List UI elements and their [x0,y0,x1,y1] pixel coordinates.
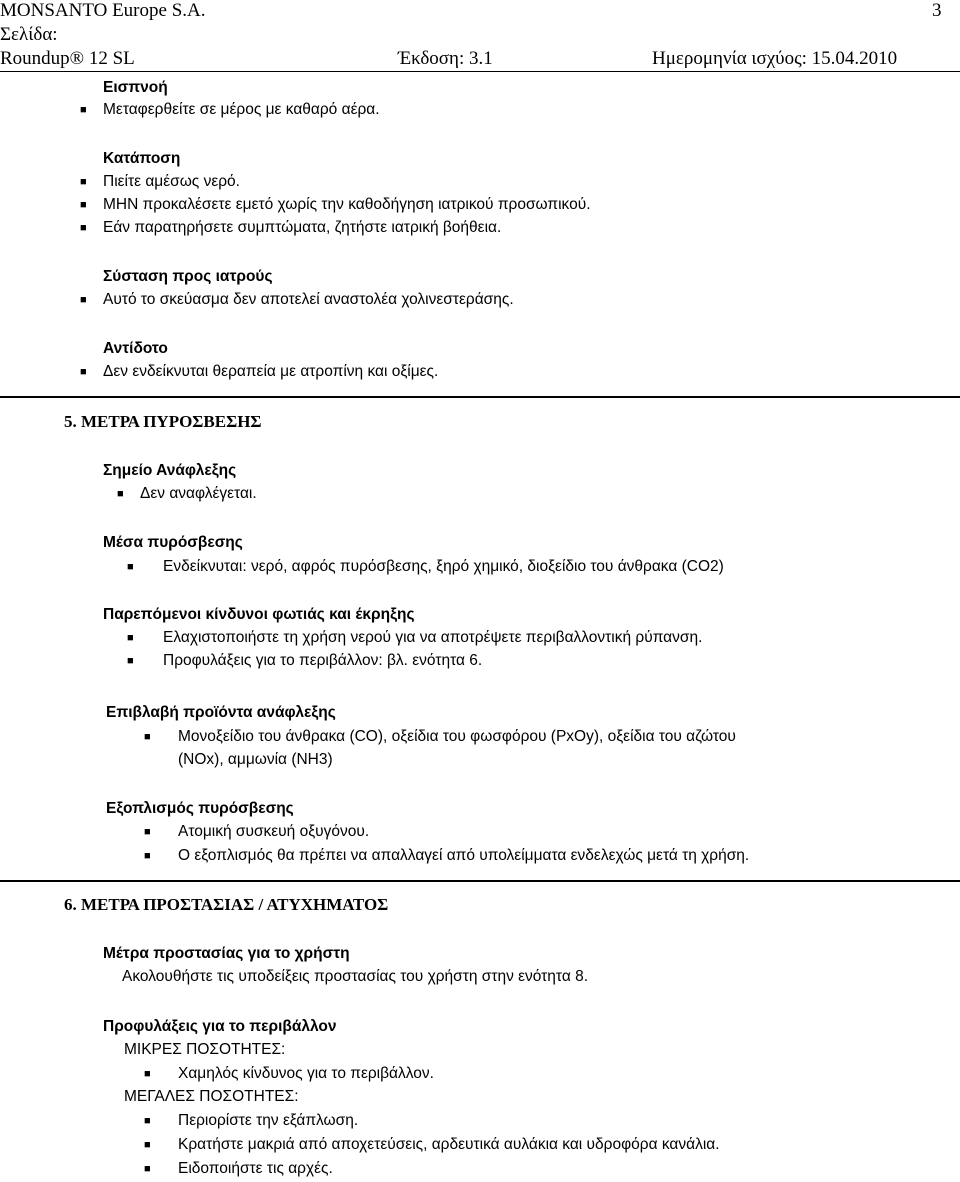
doctors-item: Αυτό το σκεύασμα δεν αποτελεί αναστολέα χολινεστεράσης. [103,291,514,308]
version: Έκδοση: 3.1 [398,48,493,69]
large-quantities-item-1: Περιορίστε την εξάπλωση. [178,1112,359,1129]
bullet-icon [127,628,134,648]
bullet-icon [80,172,87,192]
antidote-item: Δεν ενδείκνυται θεραπεία με ατροπίνη και οξίμες. [103,363,439,380]
bullet-icon [144,1111,151,1131]
page-number: 3 [932,0,942,21]
bullet-icon [80,290,87,310]
large-quantities-label: ΜΕΓΑΛΕΣ ΠΟΣΟΤΗΤΕΣ: [124,1088,299,1105]
extinguishing-media-heading: Μέσα πυρόσβεσης [103,534,243,551]
ingestion-heading: Κατάποση [103,150,181,167]
bullet-icon [127,557,134,577]
user-protection-heading: Μέτρα προστασίας για το χρήστη [103,945,350,962]
flash-point-item: Δεν αναφλέγεται. [140,485,257,502]
ingestion-item-3: Εάν παρατηρήσετε συμπτώματα, ζητήστε ιατρική βοήθεια. [103,219,502,236]
bullet-icon [144,1064,151,1084]
bullet-icon [80,195,87,215]
fire-hazards-item-2: Προφυλάξεις για το περιβάλλον: βλ. ενότητα 6. [163,652,483,669]
fire-equipment-item-1: Ατομική συσκευή οξυγόνου. [178,823,370,840]
combustion-products-heading: Επιβλαβή προϊόντα ανάφλεξης [106,704,336,721]
bullet-icon [80,362,87,382]
large-quantities-item-2: Κρατήστε μακριά από αποχετεύσεις, αρδευτικά αυλάκια και υδροφόρα κανάλια. [178,1136,720,1153]
ingestion-item-1: Πιείτε αμέσως νερό. [103,173,240,190]
section-5-title: 5. ΜΕΤΡΑ ΠΥΡΟΣΒΕΣΗΣ [64,412,262,431]
flash-point-heading: Σημείο Ανάφλεξης [103,462,237,479]
company-name: MONSANTO Europe S.A. [0,0,206,21]
bullet-icon [144,1135,151,1155]
small-quantities-item: Χαμηλός κίνδυνος για το περιβάλλον. [178,1065,434,1082]
fire-equipment-item-2: Ο εξοπλισμός θα πρέπει να απαλλαγεί από υπολείμματα ενδελεχώς μετά τη χρήση. [178,847,750,864]
bullet-icon [144,822,151,842]
combustion-products-item-line-1: Μονοξείδιο του άνθρακα (CO), οξείδια του φωσφόρου (PxOy), οξείδια του αζώτου [178,728,736,745]
antidote-heading: Αντίδοτο [103,340,168,357]
effective-date: Ημερομηνία ισχύος: 15.04.2010 [652,48,898,69]
inhalation-heading: Εισπνοή [103,79,168,96]
large-quantities-item-3: Ειδοποιήστε τις αρχές. [178,1160,333,1177]
bullet-icon [117,484,124,504]
bullet-icon [80,100,87,120]
small-quantities-label: ΜΙΚΡΕΣ ΠΟΣΟΤΗΤΕΣ: [124,1041,286,1058]
product-name: Roundup® 12 SL [0,48,135,69]
doctors-heading: Σύσταση προς ιατρούς [103,268,273,285]
fire-hazards-heading: Παρεπόμενοι κίνδυνοι φωτιάς και έκρηξης [103,606,415,623]
header-rule [0,71,960,72]
bullet-icon [144,1159,151,1179]
bullet-icon [80,218,87,238]
bullet-icon [144,727,151,747]
env-precautions-heading: Προφυλάξεις για το περιβάλλον [103,1018,337,1035]
combustion-products-item-line-2: (NOx), αμμωνία (NH3) [178,751,333,768]
bullet-icon [144,846,151,866]
section-divider [0,880,960,882]
extinguishing-media-item: Ενδείκνυται: νερό, αφρός πυρόσβεσης, ξηρό χημικό, διοξείδιο του άνθρακα (CO2) [163,558,724,575]
fire-equipment-heading: Εξοπλισμός πυρόσβεσης [106,800,294,817]
page-label: Σελίδα: [0,24,58,45]
bullet-icon [127,651,134,671]
inhalation-item: Μεταφερθείτε σε μέρος με καθαρό αέρα. [103,101,380,118]
section-divider [0,396,960,398]
section-6-title: 6. ΜΕΤΡΑ ΠΡΟΣΤΑΣΙΑΣ / ΑΤΥΧΗΜΑΤΟΣ [64,895,389,914]
fire-hazards-item-1: Ελαχιστοποιήστε τη χρήση νερού για να αποτρέψετε περιβαλλοντική ρύπανση. [163,629,703,646]
user-protection-text: Ακολουθήστε τις υποδείξεις προστασίας του χρήστη στην ενότητα 8. [122,968,589,985]
ingestion-item-2: ΜΗΝ προκαλέσετε εμετό χωρίς την καθοδήγηση ιατρικού προσωπικού. [103,196,591,213]
